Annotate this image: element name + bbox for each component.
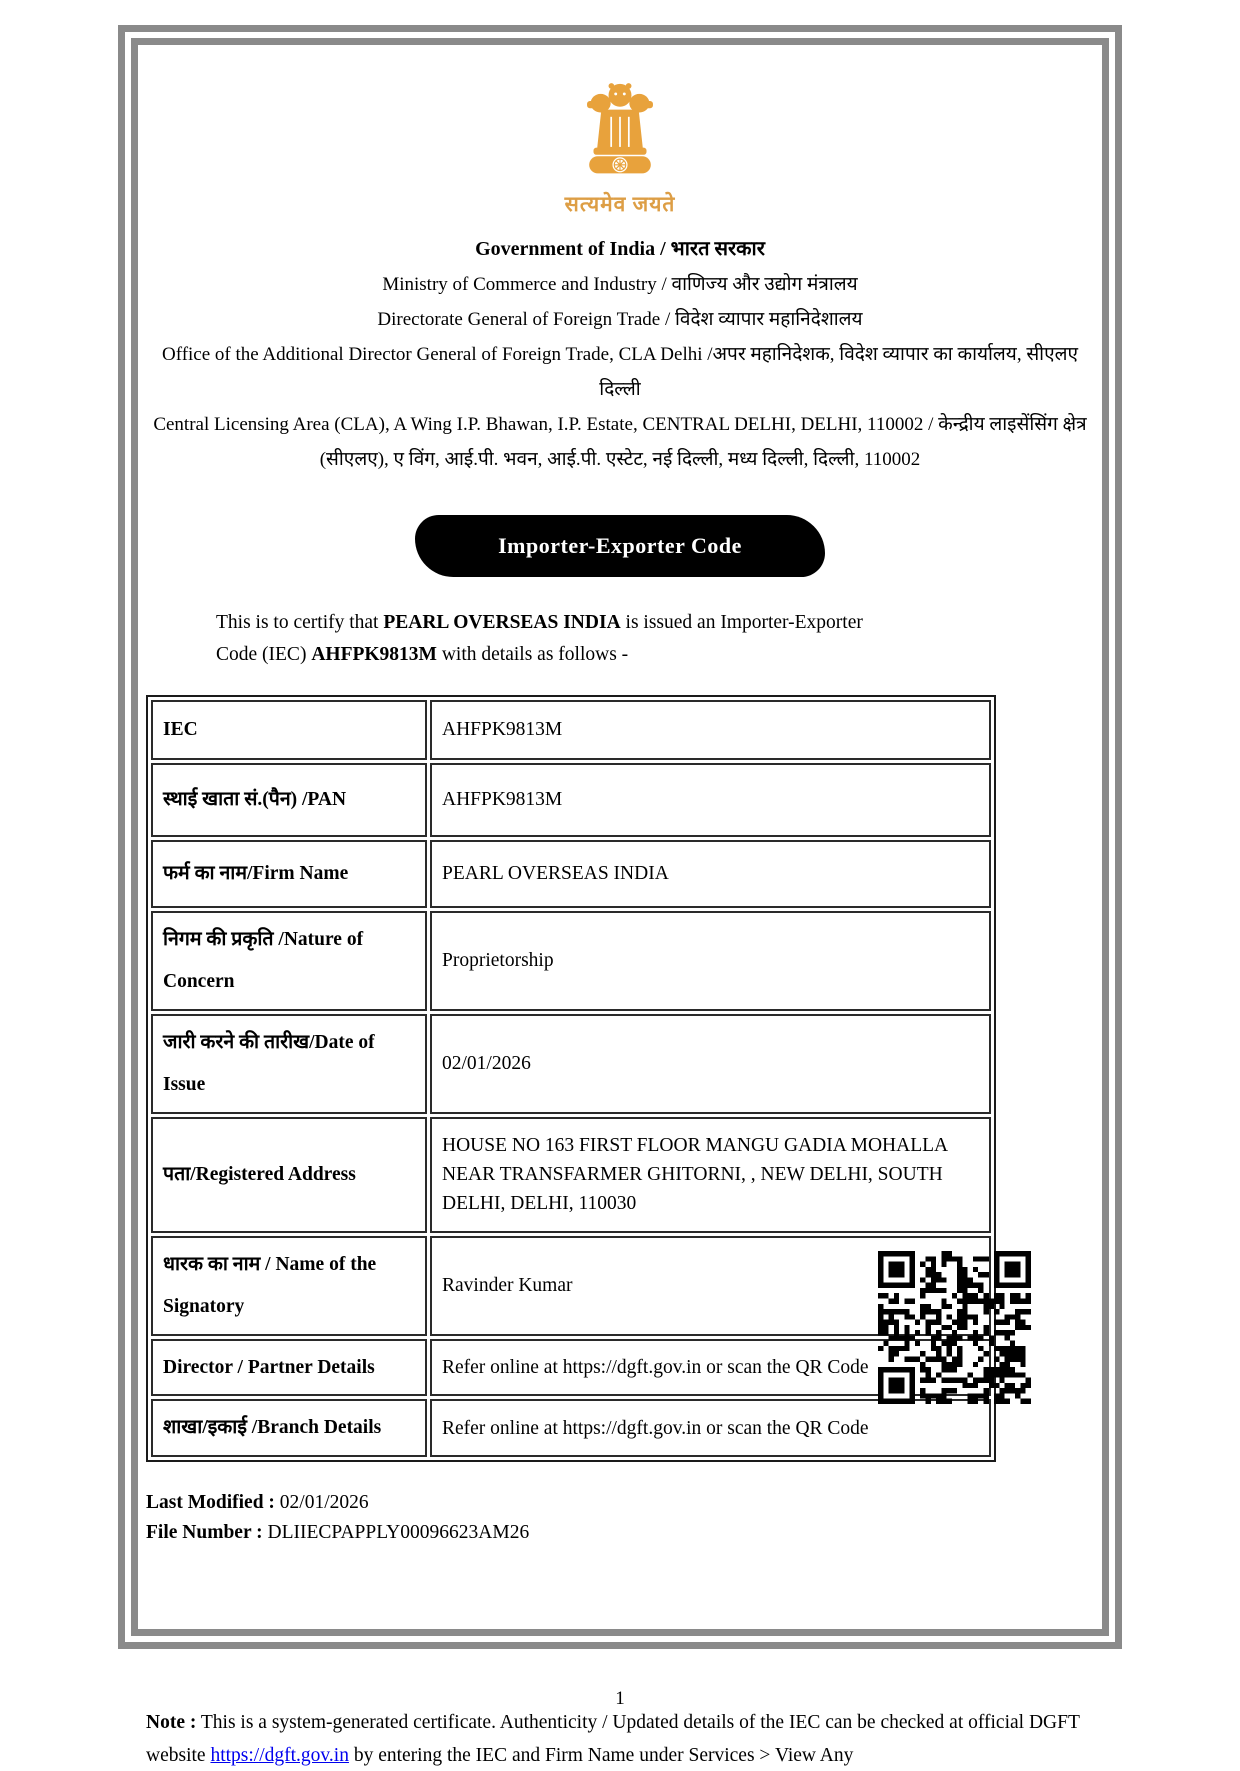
row-label: जारी करने की तारीख/Date of Issue: [151, 1014, 427, 1114]
certify-middle: is issued an Importer-Exporter Code (IEC): [216, 612, 863, 665]
header-block: [146, 232, 1094, 477]
note-text: [146, 1706, 1114, 1771]
table-row-registered-address: [151, 1117, 991, 1233]
header-line-address: Central Licensing Area (CLA), A Wing I.P. Bhawan, I.P. Estate, CENTRAL DELHI, DELHI, 110002 / केन्द्रीय लाइसेंसिंग क्षेत्र (सीएलए), ए विंग, आई.पी. भवन, आई.पी. एस्टेट, नई दिल्ली, मध्य दिल्ली, दिल्ली, 110002: [153, 414, 1087, 470]
table-row-director-partner-details: [151, 1339, 991, 1397]
table-row-nature-of-concern: [151, 911, 991, 1011]
meta-section: [146, 1488, 1094, 1548]
firm-name-text: PEARL OVERSEAS INDIA: [383, 612, 621, 633]
iec-code-text: AHFPK9813M: [311, 644, 437, 665]
note-before-link: This is a system-generated certificate. Authenticity / Updated details of the IEC can be checked at official DGFT website: [146, 1712, 1080, 1767]
qr-code: [877, 1251, 1032, 1404]
table-row-date-of-issue: [151, 1014, 991, 1114]
title-badge: [415, 515, 825, 577]
note-label: Note :: [146, 1712, 197, 1734]
emblem-section: [146, 75, 1094, 218]
table-row-iec: [151, 700, 991, 760]
page-number: 1: [615, 1688, 625, 1709]
last-modified-label: Last Modified :: [146, 1492, 275, 1514]
table-row-signatory-name: [151, 1236, 991, 1336]
header-line-directorate: Directorate General of Foreign Trade / विदेश व्यापार महानिदेशालय: [377, 309, 863, 330]
title-badge-label: Importer-Exporter Code: [498, 533, 742, 558]
row-value: AHFPK9813M: [430, 700, 991, 760]
row-label: स्थाई खाता सं.(पैन) /PAN: [151, 763, 427, 837]
header-line-ministry: Ministry of Commerce and Industry / वाणिज्य और उद्योग मंत्रालय: [382, 274, 858, 295]
certify-prefix: This is to certify that: [216, 612, 384, 633]
file-number-label: File Number :: [146, 1522, 263, 1544]
header-line-office: Office of the Additional Director General of Foreign Trade, CLA Delhi /अपर महानिदेशक, विदेश व्यापार का कार्यालय, सीएलए दिल्ली: [162, 344, 1078, 400]
header-line-government: Government of India / भारत सरकार: [475, 238, 765, 260]
row-value: Refer online at https://dgft.gov.in or scan the QR Code: [430, 1399, 991, 1457]
row-value: Refer online at https://dgft.gov.in or scan the QR Code: [430, 1339, 991, 1397]
table-row-branch-details: [151, 1399, 991, 1457]
row-label: धारक का नाम / Name of the Signatory: [151, 1236, 427, 1336]
page-border-outer: [118, 25, 1122, 1767]
details-table: [146, 695, 996, 1462]
dgft-link[interactable]: https://dgft.gov.in: [210, 1745, 349, 1767]
row-value: PEARL OVERSEAS INDIA: [430, 840, 991, 908]
row-label: Director / Partner Details: [151, 1339, 427, 1397]
row-value: Ravinder Kumar: [430, 1236, 991, 1336]
row-label: फर्म का नाम/Firm Name: [151, 840, 427, 908]
row-label: पता/Registered Address: [151, 1117, 427, 1233]
table-row-pan: [151, 763, 991, 837]
row-value: HOUSE NO 163 FIRST FLOOR MANGU GADIA MOHALLA NEAR TRANSFARMER GHITORNI, , NEW DELHI, SOUTH DELHI, DELHI, 110030: [430, 1117, 991, 1233]
certify-suffix: with details as follows -: [436, 644, 629, 665]
table-row-firm-name: [151, 840, 991, 908]
file-number-line: [146, 1518, 1094, 1548]
note-after-link: by entering the IEC and Firm Name under Services > View Any: [348, 1745, 854, 1767]
row-label: निगम की प्रकृति /Nature of Concern: [151, 911, 427, 1011]
last-modified-value: 02/01/2026: [279, 1492, 369, 1514]
last-modified-line: [146, 1488, 1094, 1518]
row-value: 02/01/2026: [430, 1014, 991, 1114]
file-number-value: DLIIECPAPPLY00096623AM26: [267, 1522, 530, 1544]
row-value: Proprietorship: [430, 911, 991, 1011]
national-emblem-icon: [577, 170, 663, 187]
row-value: AHFPK9813M: [430, 763, 991, 837]
row-label: IEC: [151, 700, 427, 760]
emblem-motto: सत्यमेव जयते: [564, 192, 676, 216]
row-label: शाखा/इकाई /Branch Details: [151, 1399, 427, 1457]
certify-text: [216, 607, 896, 671]
